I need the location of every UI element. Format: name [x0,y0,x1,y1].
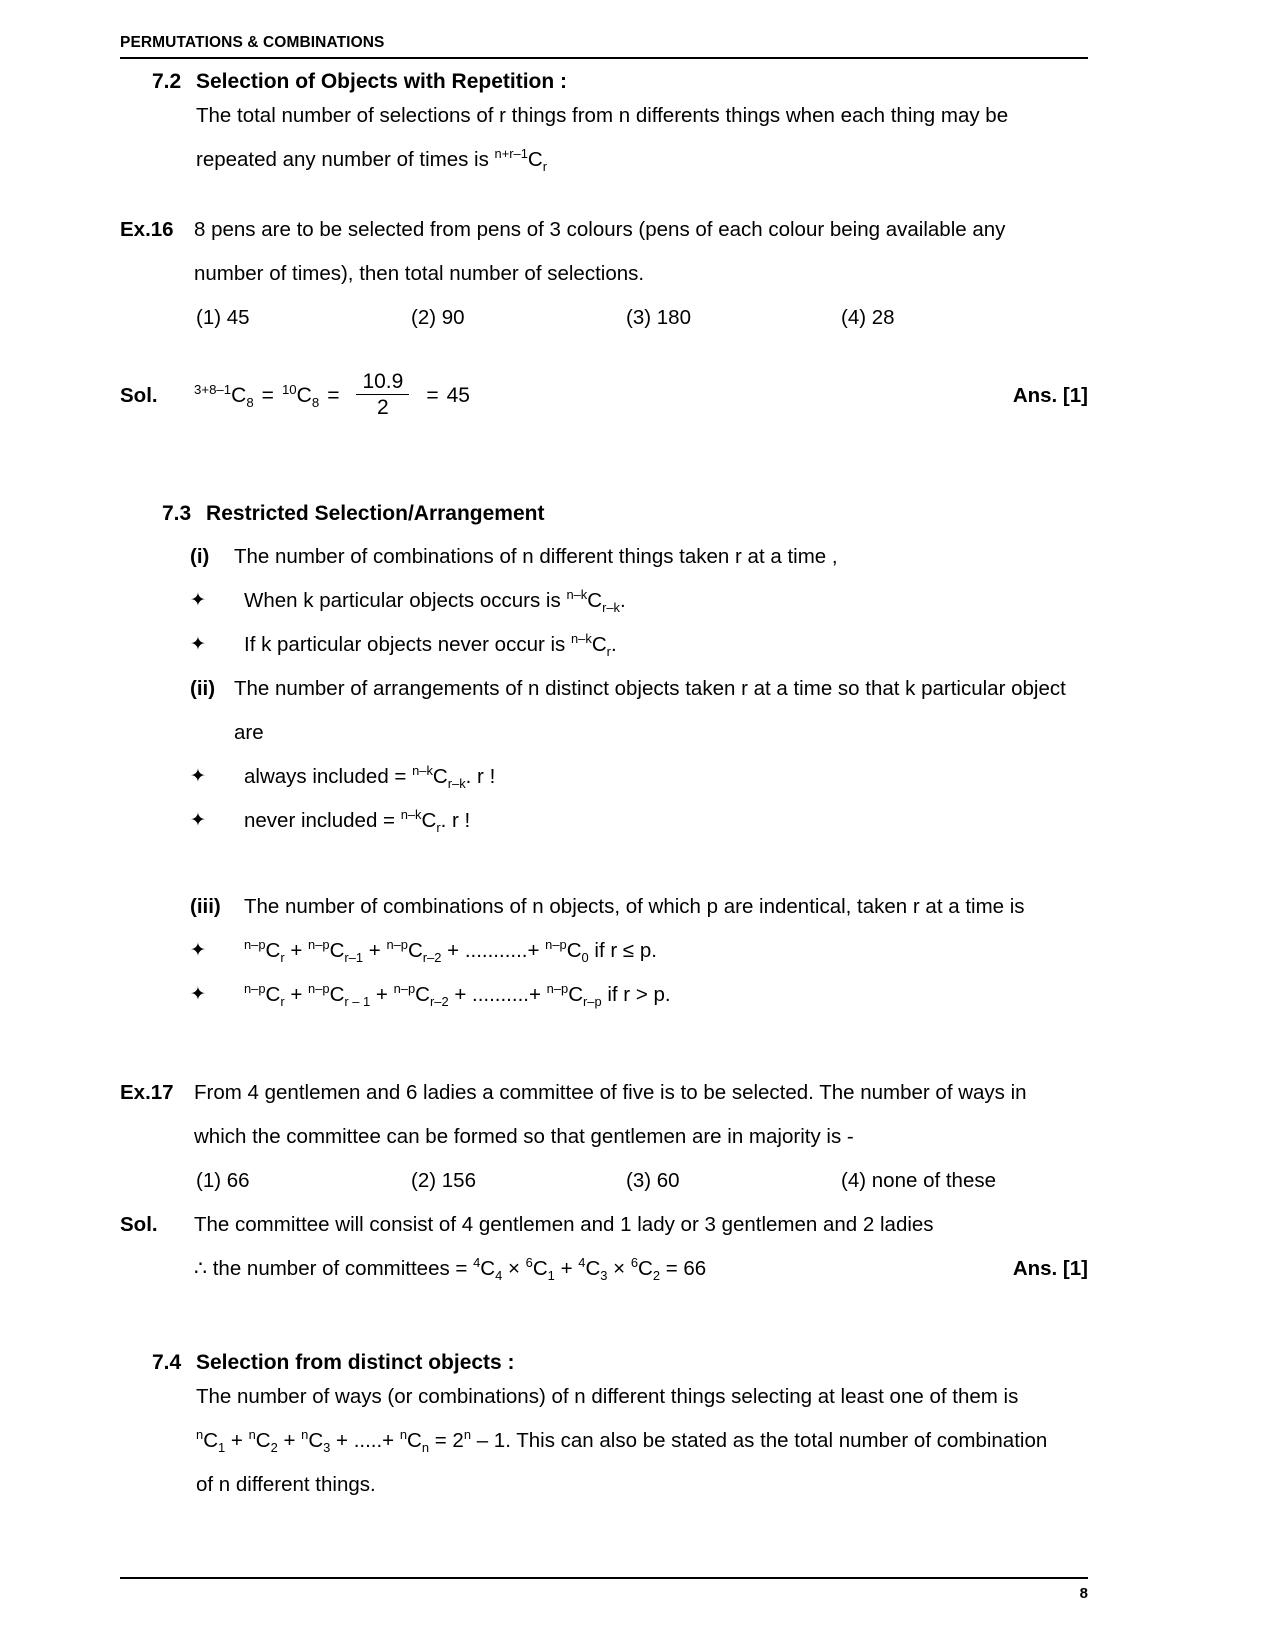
term-6C2 [630,1255,661,1284]
option-value: 28 [871,306,895,329]
series-last-term [546,981,602,1010]
term-10-C8 [281,381,320,410]
term-base: C [532,1257,548,1280]
section-7-3-item-ii [190,667,1088,755]
section-7-4-body [196,1375,1088,1507]
term-base: C [203,1429,218,1452]
term-superscript: 4 [578,1255,586,1271]
bullet-text-after: . [610,633,617,656]
page-number: 8 [1079,1585,1088,1602]
formula-superscript: n–k [566,587,588,603]
series-row-r-le-p [190,929,1088,973]
term-base: C [585,1257,601,1280]
fraction-denominator: 2 [377,396,389,419]
term-subscript: r–1 [344,950,364,966]
power-exponent: n [463,1427,471,1443]
term-3plus8minus1-C8 [194,381,254,410]
term-subscript: 0 [581,950,589,966]
term-subscript: 4 [495,1268,503,1284]
term-4C4 [473,1255,503,1284]
series-term-3 [393,981,449,1010]
term-superscript: 6 [630,1255,639,1271]
term-superscript: n–p [244,981,266,997]
term-subscript: 8 [246,394,254,410]
formula-base: C [527,148,543,171]
bullet-always-included-text [244,755,1088,799]
term-6C1 [525,1255,555,1284]
formula-base: C [591,633,607,656]
option-value: 90 [441,306,465,329]
bullet-text-before: When k particular objects occurs is [244,589,567,612]
example-16-option-4[interactable] [841,296,895,340]
series-ellipsis: .......... [472,983,529,1006]
term-4C3 [578,1255,608,1284]
formula-nCr-repetition [494,146,548,175]
equals-sign-1: = [261,383,274,407]
star-bullet-icon: ✦ [190,590,206,611]
formula-superscript: n+r–1 [494,146,528,162]
bullet-text-after: . r ! [440,809,471,832]
formula-nk-C-r-factorial [400,807,441,836]
page-content [120,62,1088,1507]
bullet-text-after: . r ! [465,765,496,788]
bullet-never-included-text [244,799,1088,843]
bullet-k-never-occur-text [244,623,1088,667]
option-value: 66 [226,1169,250,1192]
option-value: none of these [871,1169,997,1192]
term-superscript: n–p [308,937,330,953]
star-bullet-icon: ✦ [190,766,206,787]
example-17-options [196,1159,1088,1203]
section-7-4 [120,1351,1088,1507]
example-17-solution-line-2 [194,1247,1088,1291]
series-ellipsis: ........... [464,939,528,962]
term-nCn [399,1427,430,1456]
term-subscript: 2 [270,1440,278,1456]
series-condition: if r > p. [607,983,671,1006]
item-ii-line-2: are [234,721,264,744]
example-16-option-2[interactable] [411,296,626,340]
section-7-2-line-1: The total number of selections of r things from n differents things when each thing may be [196,104,1009,127]
term-base: C [566,939,582,962]
term-base: C [568,983,583,1006]
section-7-4-title: Selection from distinct objects : [196,1351,515,1374]
series-r-gt-p-text: $^{n-p}C_r + ^{n-p}C_{r - 1} + ^{n-p}C_{r-2}$ + ..........+ $^{n-p}C_{r-p}$ if r > p. [244,981,671,1010]
term-base: C [255,1429,271,1452]
option-marker: (1) [196,1169,222,1192]
series-ellipsis: ..... [353,1429,383,1452]
page-footer [120,1577,1088,1602]
bullet-k-never-occur [190,623,1088,667]
term-superscript: n [196,1427,204,1443]
section-7-4-line-3: of n different things. [196,1473,376,1496]
bullet-text-before: never included = [244,809,401,832]
section-7-4-line-1: The number of ways (or combinations) of n different things selecting at least one of them is [196,1385,1019,1408]
formula-superscript: n–k [412,763,433,779]
formula-superscript: n–k [400,807,422,823]
term-superscript: 6 [525,1255,533,1271]
term-superscript: n–p [308,981,330,997]
example-16-tag: Ex.16 [120,218,174,241]
example-17-option-2[interactable] [411,1159,626,1203]
term-subscript: r–2 [422,950,442,966]
power-base-text: = 2 [434,1429,464,1452]
section-7-2-line-2 [196,138,1088,182]
power-suffix-text: – 1. This can also be stated as the total number of combination [471,1429,1048,1452]
formula-subscript: r [436,820,441,836]
option-marker: (3) [626,1169,652,1192]
section-7-3-item-iii [190,885,1088,929]
term-base: C [480,1257,496,1280]
series-term-2 [308,937,364,966]
bullet-text-before: If k particular objects never occur is [244,633,571,656]
term-subscript: n [421,1440,430,1456]
section-7-3-heading [162,493,1088,535]
solution-line-2-prefix: ∴ the number of committees = [194,1257,474,1280]
option-marker: (3) [626,306,652,329]
section-7-2-body [196,94,1088,182]
term-base: C [265,939,281,962]
fraction-numerator: 10.9 [362,370,404,393]
item-iii-text: The number of combinations of n objects, of which p are indentical, taken r at a time is [244,895,1025,918]
series-term-2 [308,981,371,1010]
bullet-when-k-occurs [190,579,1088,623]
option-marker: (4) [841,306,867,329]
star-bullet-icon: ✦ [190,940,206,961]
series-row-r-gt-p [190,973,1088,1017]
series-term-3 [386,937,442,966]
item-i-text: The number of combinations of n different things taken r at a time , [234,545,838,568]
option-marker: (2) [411,1169,437,1192]
term-superscript: n [301,1427,309,1443]
power-expression [435,1429,1048,1452]
section-7-3-item-i [190,535,1088,579]
section-7-4-heading [152,1351,1088,1375]
bullet-always-included [190,755,1088,799]
series-term-1 [244,981,285,1010]
formula-subscript: r–k [602,600,620,616]
formula-nk-C-rk [566,587,620,616]
section-7-2-line-2-text: repeated any number of times is [196,148,495,171]
example-17-solution-tag: Sol. [120,1213,158,1236]
equals-sign-2: = [327,383,340,407]
example-17-line-2: which the committee can be formed so that gentlemen are in majority is - [194,1125,854,1148]
example-17-option-3[interactable] [626,1159,841,1203]
formula-subscript: r [542,159,548,175]
formula-base: C [432,765,448,788]
series-r-le-p-text: $^{n-p}C_r + ^{n-p}C_{r-1} + ^{n-p}C_{r-2}$ + ...........+ $^{n-p}C_0$ if r ≤ p. [244,937,657,966]
example-17-solution [120,1203,1088,1291]
plus-symbol: + [560,1257,573,1280]
series-last-term [545,937,589,966]
example-16-options [196,296,1088,340]
example-16-answer-badge: Ans. [1] [1012,384,1088,407]
example-16-solution [120,370,1088,421]
example-17-line-1: From 4 gentlemen and 6 ladies a committee of five is to be selected. The number of ways in [194,1081,1027,1104]
term-subscript: r–2 [429,994,449,1010]
item-iii-marker: (iii) [190,895,221,918]
term-subscript: r – 1 [344,994,371,1010]
example-17-statement [120,1071,1088,1159]
term-subscript: 8 [311,394,320,410]
bullet-when-k-occurs-text [244,579,1088,623]
section-7-2-number: 7.2 [152,70,182,93]
header-divider [120,57,1088,59]
term-base: C [407,939,423,962]
section-7-2-title: Selection of Objects with Repetition : [196,70,568,93]
example-16 [120,208,1088,421]
bullet-text-before: always included = [244,765,413,788]
bullet-text-after: . [620,589,626,612]
example-16-statement [120,208,1088,296]
section-7-3 [120,493,1088,1017]
bullet-never-included [190,799,1088,843]
equals-sign-3: = [426,383,439,407]
formula-nk-C-r [571,631,611,660]
formula-base: C [587,589,603,612]
section-7-4-line-2: $^nC_1 + ^nC_2 + ^nC_3$ + .....+ $^nC_n = 2^n - 1$. This can also be stated as the total number of combination [196,1427,1048,1456]
example-16-solution-tag: Sol. [120,383,158,407]
formula-base: C [421,809,437,832]
term-base: C [265,983,281,1006]
series-condition: if r ≤ p. [594,939,657,962]
times-symbol: × [507,1257,520,1280]
star-bullet-icon: ✦ [190,810,206,831]
page-header [120,34,1088,59]
term-subscript: r [280,994,285,1010]
term-superscript: 10 [281,381,297,397]
term-base: C [231,383,247,407]
star-bullet-icon: ✦ [190,634,206,655]
example-16-line-2: number of times), then total number of selections. [194,262,645,285]
example-16-option-3[interactable] [626,296,841,340]
term-base: C [407,1429,422,1452]
item-ii-text [234,667,1088,755]
example-17-answer-badge: Ans. [1] [1012,1257,1088,1280]
option-marker: (2) [411,306,437,329]
example-16-text [194,208,1088,296]
term-superscript: n–p [546,981,569,997]
term-base: C [415,983,430,1006]
times-symbol: × [613,1257,626,1280]
term-subscript: r [280,950,285,966]
item-ii-line-1: The number of arrangements of n distinct objects taken r at a time so that k particular object [234,677,1066,700]
term-superscript: n–p [545,937,567,953]
formula-subscript: r [606,644,611,660]
example-17-text [194,1071,1088,1159]
option-marker: (1) [196,306,222,329]
term-nC2 [248,1427,278,1456]
term-base: C [638,1257,653,1280]
term-subscript: 1 [547,1268,555,1284]
term-base: C [329,939,345,962]
section-7-2-heading [120,70,1088,94]
term-superscript: 3+8–1 [194,381,232,397]
example-16-line-1: 8 pens are to be selected from pens of 3 colours (pens of each colour being available any [194,218,1006,241]
term-subscript: r–p [583,994,602,1010]
formula-subscript: r–k [447,776,466,792]
formula-nk-C-rk-factorial [412,763,466,792]
series-term-1 [244,937,285,966]
option-value: 156 [441,1169,476,1192]
term-base: C [296,383,312,407]
example-16-option-1[interactable] [196,296,411,340]
term-nC3 [301,1427,331,1456]
example-17-tag: Ex.17 [120,1081,174,1104]
solution-equals-result: = 66 [665,1257,707,1280]
term-superscript: n–p [244,937,266,953]
option-value: 45 [226,306,250,329]
term-subscript: 2 [652,1268,661,1284]
term-superscript: 4 [473,1255,481,1271]
term-base: C [329,983,345,1006]
term-subscript: 1 [218,1440,226,1456]
section-7-3-title: Restricted Selection/Arrangement [206,502,545,525]
section-7-4-number: 7.4 [152,1351,182,1374]
term-superscript: n [399,1427,408,1443]
option-value: 60 [656,1169,680,1192]
option-marker: (4) [841,1169,867,1192]
term-nC1 [196,1427,226,1456]
term-subscript: 3 [600,1268,608,1284]
section-7-3-number: 7.3 [162,502,192,525]
fraction-10point9-over-2 [356,369,409,420]
option-value: 180 [656,306,691,329]
solution-result: 45 [446,383,470,407]
term-superscript: n [248,1427,256,1443]
formula-superscript: n–k [571,631,592,647]
example-16-solution-math [194,370,470,421]
term-base: C [308,1429,324,1452]
term-subscript: 3 [323,1440,331,1456]
example-17 [120,1071,1088,1291]
term-superscript: n–p [393,981,416,997]
star-bullet-icon: ✦ [190,984,206,1005]
term-superscript: n–p [386,937,408,953]
example-17-solution-body [194,1203,1088,1291]
item-ii-marker: (ii) [190,677,216,700]
example-17-solution-line-1: The committee will consist of 4 gentlemen and 1 lady or 3 gentlemen and 2 ladies [194,1213,934,1236]
example-17-option-1[interactable] [196,1159,411,1203]
item-i-marker: (i) [190,545,210,568]
example-17-option-4[interactable] [841,1159,996,1203]
running-title: PERMUTATIONS & COMBINATIONS [120,34,385,51]
